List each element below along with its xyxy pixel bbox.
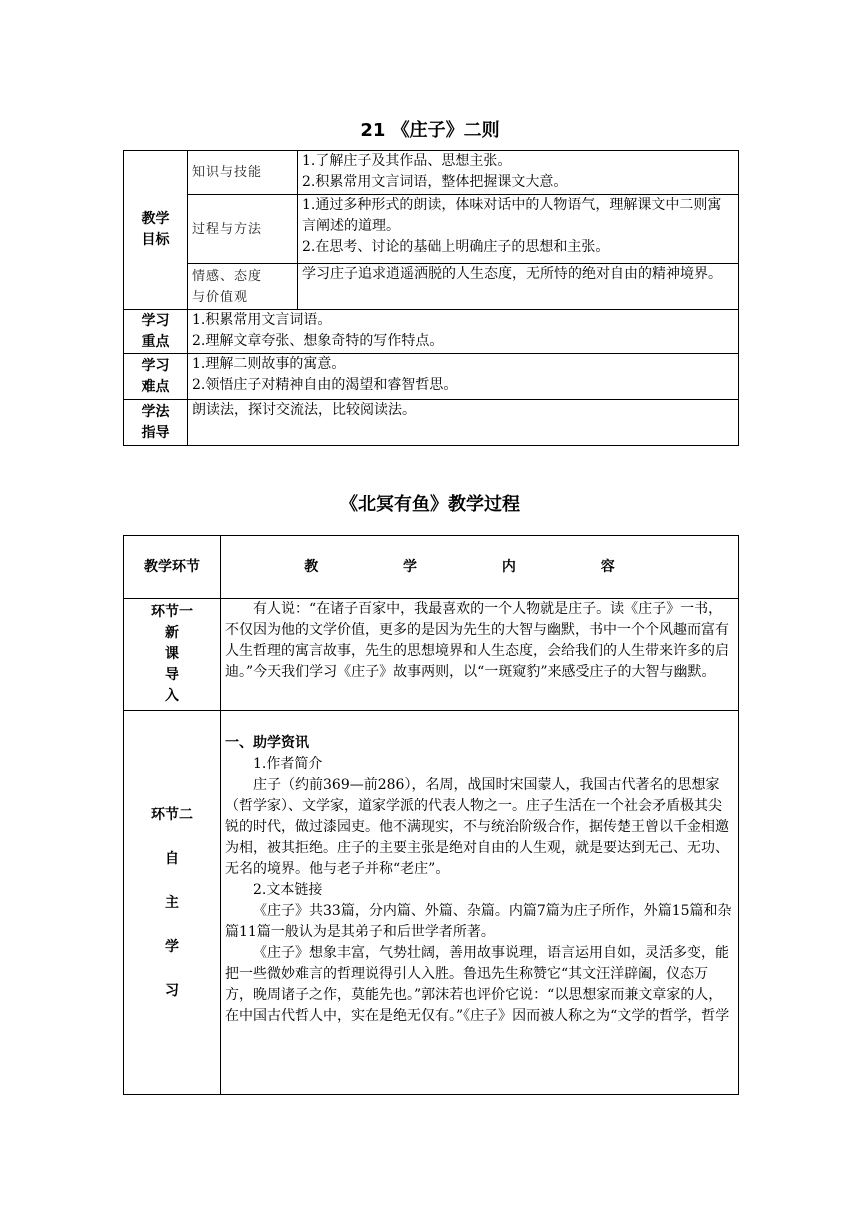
knowledge-label: 知识与技能 bbox=[188, 151, 298, 195]
lesson-title: 21 《庄子》二则 bbox=[360, 120, 500, 141]
author-paragraph: 庄子（约前369—前286），名周，战国时宋国蒙人，我国古代著名的思想家（哲学家）、文学家，道家学派的代表人物之一。庄子生活在一个社会矛盾极其尖锐的时代，做过漆园吏。他不满现实，不与统治阶级合作，据传楚王曾以千金相邀为相，被其拒绝。庄子的主要主张是绝对自由的人生观，就是要达到无己、无功、无名的境界。他与老子并称“老庄”。 bbox=[225, 777, 729, 877]
objectives-table bbox=[123, 150, 739, 446]
knowledge-content: 1.了解庄子及其作品、思想主张。 2.积累常用文言词语，整体把握课文大意。 bbox=[298, 151, 739, 195]
key-points-content: 1.积累常用文言词语。 2.理解文章夸张、想象奇特的写作特点。 bbox=[188, 310, 739, 354]
process-table bbox=[123, 535, 739, 1095]
style-paragraph: 《庄子》想象丰富，气势壮阔，善用故事说理，语言运用自如，灵活多变，能把一些微妙难言的哲理说得引人入胜。鲁迅先生称赞它“其文汪洋辟阖，仪态万方，晚周诸子之作，莫能先也。”郭沫若也评价它说：“以思想家而兼文章家的人，在中国古代哲人中，实在是绝无仅有。”《庄子》因而被人称之为“文学的哲学，哲学 bbox=[225, 945, 730, 1024]
difficulties-content: 1.理解二则故事的寓意。 2.领悟庄子对精神自由的渴望和睿智哲思。 bbox=[188, 354, 739, 400]
stage2-content bbox=[221, 711, 739, 1095]
stage1-label: 环节一 新 课 导 入 bbox=[124, 599, 221, 711]
process-title: 《北冥有鱼》教学过程 bbox=[340, 494, 520, 515]
methods-header: 学法 指导 bbox=[124, 400, 188, 446]
objectives-header: 教学 目标 bbox=[124, 151, 188, 310]
process-content: 1.通过多种形式的朗读，体味对话中的人物语气，理解课文中二则寓言阐述的道理。 2.在思考、讨论的基础上明确庄子的思想和主张。 bbox=[298, 195, 739, 264]
stage2-label: 环节二 自 主 学 习 bbox=[124, 711, 221, 1095]
stage-column-header: 教学环节 bbox=[124, 536, 221, 599]
section-heading: 一、助学资讯 bbox=[225, 735, 309, 751]
text-link-paragraph: 《庄子》共33篇，分内篇、外篇、杂篇。内篇7篇为庄子所作，外篇15篇和杂篇11篇一般认为是其弟子和后世学者所著。 bbox=[225, 903, 732, 940]
text-link-heading: 2.文本链接 bbox=[253, 882, 323, 898]
attitude-content: 学习庄子追求逍遥洒脱的人生态度，无所恃的绝对自由的精神境界。 bbox=[298, 264, 739, 310]
attitude-label: 情感、态度 与价值观 bbox=[188, 264, 298, 310]
difficulties-header: 学习 难点 bbox=[124, 354, 188, 400]
methods-content: 朗读法，探讨交流法，比较阅读法。 bbox=[188, 400, 739, 446]
key-points-header: 学习 重点 bbox=[124, 310, 188, 354]
author-heading: 1.作者简介 bbox=[253, 756, 323, 772]
stage1-content: 有人说：“在诸子百家中，我最喜欢的一个人物就是庄子。读《庄子》一书，不仅因为他的文学价值，更多的是因为先生的大智与幽默，书中一个个风趣而富有人生哲理的寓言故事，先生的思想境界和人生态度，会给我们的人生带来许多的启迪。”今天我们学习《庄子》故事两则，以“一斑窥豹”来感受庄子的大智与幽默。 bbox=[221, 599, 739, 711]
process-label: 过程与方法 bbox=[188, 195, 298, 264]
content-column-header: 教 学 内 容 bbox=[221, 536, 739, 599]
